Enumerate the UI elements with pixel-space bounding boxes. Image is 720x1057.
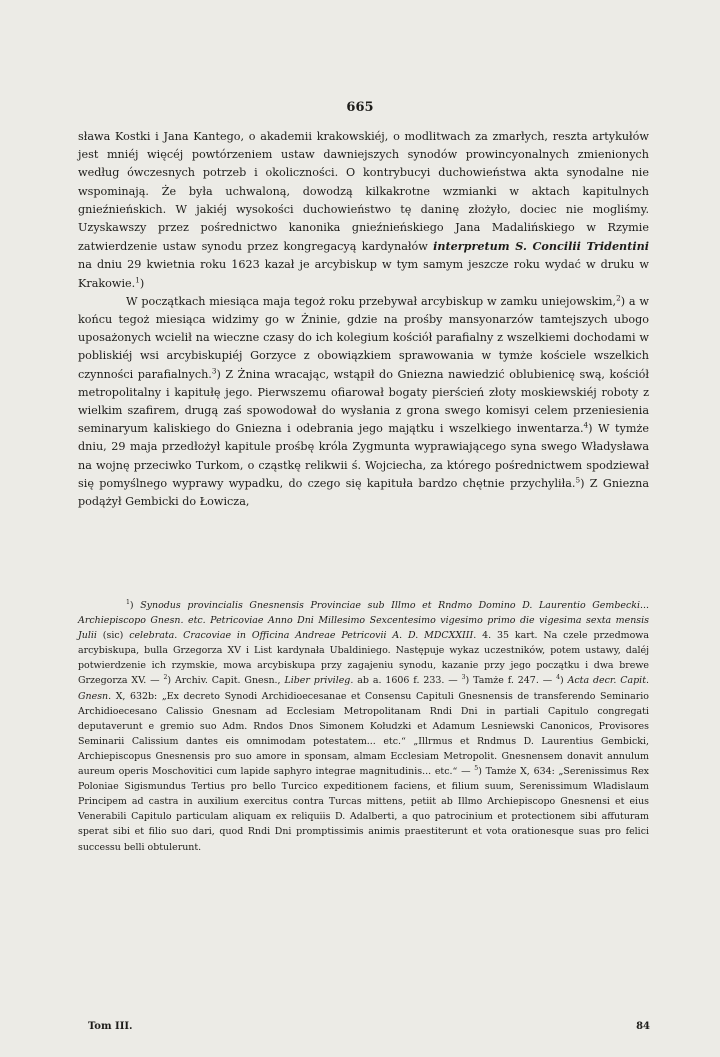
paragraph-2-text-c: ) Z Żnina wracając, wstąpił do Gniezna nawiedzić oblubienicę swą, kościół metropolitalny i kapitułę jego. Pierwszemu ofiarował bogaty pierścień złoty moskiewskiéj roboty z wielkim szafirem, drugą zaś spowodował do wysłania z grona swego komisyi celem przeniesienia seminaryum kaliskiego do Gniezna i odebrania jego majątku i wszelkiego inwentarza. bbox=[78, 367, 649, 436]
paragraph-2-text-e: ) Z Gniezna podążył Gembicki do Łowicza, bbox=[78, 476, 649, 509]
footnote-1-imprint: celebrata. Cracoviae in Officina Andreae Petricovii A. D. MDCXXIII. bbox=[129, 630, 477, 642]
footnote-ref-2: 2 bbox=[616, 293, 621, 303]
footnote-5-number: 5 bbox=[474, 764, 479, 772]
footnote-ref-1: 1 bbox=[135, 274, 140, 284]
footnote-1-number: 1 bbox=[126, 598, 130, 606]
footnote-1-title: Synodus provincialis Gnesnensis Provinciae sub Illmo et Rndmo Domino D. Laurentio Gembecki... Archiepiscopo Gnesn. etc. Petricoviae Anno Dni Millesimo Sexcentesimo vigesimo primo die vigesima sexta mensis Julii bbox=[78, 600, 649, 642]
footnote-4-source: Acta decr. Capit. Gnesn. bbox=[78, 675, 649, 702]
footnote-2-text-a: ) Archiv. Capit. Gnesn., bbox=[167, 675, 285, 687]
page-number: 665 bbox=[346, 100, 374, 115]
paragraph-1-text-c: ) bbox=[139, 276, 145, 290]
footnote-5-text: ) Tamże X, 634: „Serenissimus Rex Poloniae Sigismundus Tertius pro bello Turcico expeditionem faciens, et filium suum, Serenissimum Wladislaum Principem ad castra in auxilium exercitus contra Turcas mittens, petiit ab Illmo Archiepiscopo Gnesnensi et eius Venerabili Capitulo particulam aliquam ex reliquiis D. Adalberti, a quo patrocinium et protectionem sibi affuturam sperat sibi et filio suo dari, quod Rndi Dni promptissimis animis praestiterunt et vota orationesque suas pro felici successu belli obtulerunt. bbox=[78, 766, 649, 853]
footnote-4-number: 4 bbox=[556, 674, 560, 682]
footnote-ref-4: 4 bbox=[583, 420, 589, 430]
footnote-3-text: ) Tamże f. 247. — bbox=[465, 675, 557, 687]
paragraph-2-text-a: W początkach miesiąca maja tegoż roku przebywał arcybiskup w zamku uniejowskim, bbox=[126, 294, 617, 308]
paragraph-2-text-b: ) a w końcu tegoż miesiąca widzimy go w Żninie, gdzie na prośby mansyonarzów tamtejszych ubogo uposażonych wcielił na wieczne czasy do ich kolegium kościół parafialny z wszelkiemi dochodami w pobliskiéj wsi arcybiskupiéj Gorzyce z obowiązkiem sprawowania w tymże kościele wszelkich czynności parafialnych. bbox=[78, 294, 649, 381]
paragraph-2 bbox=[78, 293, 649, 511]
footnote-2-title: Liber privileg. bbox=[284, 675, 354, 687]
footnote-2-text-b: ab a. 1606 f. 233. — bbox=[353, 675, 462, 687]
paragraph-2-text-d: ) W tymże dniu, 29 maja przedłożył kapitule prośbę króla Zygmunta wyprawiającego syna swego Władysława na wojnę przeciwko Turkom, o cząstkę relikwii ś. Wojciecha, za którego pośrednictwem spodziewał się pomyślnego wyprawy wypadku, do czego się kapituła bardzo chętnie przychyliła. bbox=[78, 422, 649, 490]
signature-mark: 84 bbox=[636, 1021, 650, 1032]
footnote-2-number: 2 bbox=[163, 674, 168, 682]
footnote-4-text-b: X, 632b: „Ex decreto Synodi Archidioecesanae et Consensu Capituli Gnesnensis de transferendo Seminario Archidioecesano Calissio Gnesnam ad Ecclesiam Metropolitanam Rndi Dni in partiali Capitulo congregati deputaverunt e gremio suo Adm. Rndos Dnos Simonem Kołudzki et Adamum Lesniewski Canonicos, Provisores Seminarii Calissium dantes eis omnimodam potestatem... etc.“ „Illrmus et Rndmus D. Laurentius Gembicki, Archiepiscopus Gnesnensis pro suo amore in sponsam, almam Ecclesiam Metropolit. Gnesnensem donavit annulum aureum operis Moschovitici cum lapide saphyro integrae magnitudinis... etc.“ — bbox=[78, 690, 649, 778]
footnote-3-number: 3 bbox=[461, 674, 466, 682]
volume-label: Tom III. bbox=[88, 1021, 133, 1032]
paragraph-1-text-a: sława Kostki i Jana Kantego, o akademii krakowskiéj, o modlitwach za zmarłych, reszta artykułów jest mniéj więcéj powtórzeniem ustaw dawniejszych synodów prowincyonalnych zmienionych według ówczesnych potrzeb i okoliczności. O kontrybucyi duchowieństwa akta synodalne nie wspominają. Że była uchwaloną, dowodzą kilkakrotne wzmianki w aktach kapitulnych gnieźnieńskich. W jakiéj wysokości duchowieństwo tę daninę złożyło, dociec nie mogliśmy. Uzyskawszy przez pośrednictwo kanonika gnieźnieńskiego Jana Madalińskiego w Rzymie zatwierdzenie ustaw synodu przez kongregacyą kardynałów bbox=[78, 130, 649, 254]
footnotes bbox=[78, 598, 649, 855]
paragraph-1-text-b: na dniu 29 kwietnia roku 1623 kazał je arcybiskup w tym samym jeszcze roku wydać w druku w Krakowie. bbox=[78, 258, 649, 290]
footnote-ref-5: 5 bbox=[575, 475, 581, 485]
footnote-ref-3: 3 bbox=[211, 365, 217, 375]
footnote-4-text-a: ) bbox=[559, 675, 568, 687]
main-text bbox=[78, 128, 649, 511]
paragraph-1 bbox=[78, 128, 649, 293]
footnote-1-sic: (sic) bbox=[96, 630, 130, 642]
paragraph-1-italic-title: interpretum S. Concilii Tridentini bbox=[433, 239, 649, 254]
footnote-block: $^1$) Synodus provincialis Gnesnensis Provinciae sub Illmo et Rndmo Domino D. Laurentio Gembecki... Archiepiscopo Gnesn. etc. Petricoviae Anno Dni Millesimo Sexcentesimo vigesimo primo die vigesima sexta mensis Julii (sic) celebrata. Cracoviae in Officina Andreae Petricovii A. D. MDCXXIII. 4. 35 kart. Na czele przedmowa arcybiskupa, bulla Grzegorza XV i List kardynała Ubaldiniego. Następuje wykaz uczestników, potem ustawy, daléj potwierdzenie ich rzymskie, mowa arcybiskupa przy zagajeniu synodu, kazanie przy jego początku i dwa brewe Grzegorza XV. — $^2$) Archiv. Capit. Gnesn., Liber privileg. ab a. 1606 f. 233. — $^3$) Tamże f. 247. — $^4$) Acta decr. Capit. Gnesn. X, 632b: „Ex decreto Synodi Archidioecesanae et Consensu Capituli Gnesnensis de transferendo Seminario Archidioecesano Calissio Gnesnam ad Ecclesiam Metropolitanam Rndi Dni in partiali Capitulo congregati deputaverunt e gremio suo Adm. Rndos Dnos Simonem Kołudzki et Adamum Lesniewski Canonicos, Provisores Seminarii Calissium dantes eis omnimodam potestatem... etc.“ „Illrmus et Rndmus D. Laurentius Gembicki, Archiepiscopus Gnesnensis pro suo amore in sponsam, almam Ecclesiam Metropolit. Gnesnensem donavit annulum aureum operis Moschovitici cum lapide saphyro integrae magnitudinis... etc.“ — $^5$) Tamże X, 634: „Serenissimus Rex Poloniae Sigismundus Tertius pro bello Turcico expeditionem faciens, et filium suum, Serenissimum Wladislaum Principem ad castra in auxilium exercitus contra Turcas mittens, petiit ab Illmo Archiepiscopo Gnesnensi et eius Venerabili Capitulo particulam aliquam ex reliquiis D. Adalberti, a quo patrocinium et protectionem sibi affuturam sperat sibi et filio suo dari, quod Rndi Dni promptissimis animis praestiterunt et vota orationesque suas pro felici successu belli obtulerunt. bbox=[78, 598, 649, 853]
footnote-1-text: 4. 35 kart. Na czele przedmowa arcybiskupa, bulla Grzegorza XV i List kardynała Ubaldiniego. Następuje wykaz uczestników, potem ustawy, daléj potwierdzenie ich rzymskie, mowa arcybiskupa przy zagajeniu synodu, kazanie przy jego początku i dwa brewe Grzegorza XV. — bbox=[78, 630, 649, 687]
page-footer bbox=[88, 1021, 650, 1032]
